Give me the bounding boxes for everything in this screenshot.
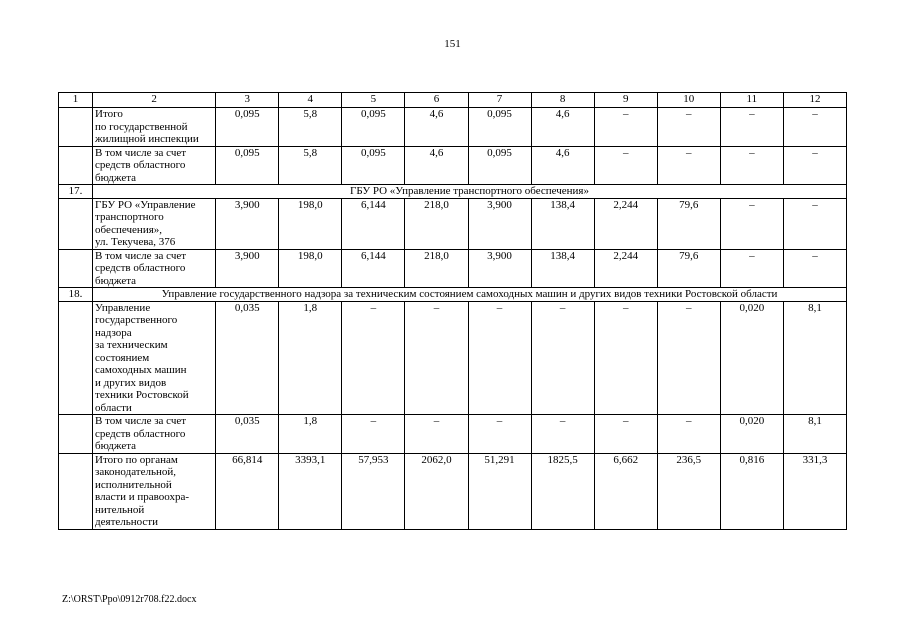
- header-cell: 5: [342, 93, 405, 108]
- header-cell: 10: [657, 93, 720, 108]
- row-number-cell: [59, 198, 93, 249]
- value-cell: 0,095: [342, 146, 405, 185]
- value-cell: 79,6: [657, 198, 720, 249]
- value-cell: 2,244: [594, 198, 657, 249]
- value-cell: –: [405, 301, 468, 415]
- row-name-line: жилищной инспекции: [95, 133, 199, 145]
- value-cell: 3393,1: [279, 453, 342, 529]
- value-cell: 79,6: [657, 249, 720, 288]
- value-cell: 0,020: [720, 301, 783, 415]
- value-cell: 3,900: [468, 249, 531, 288]
- value-cell: 138,4: [531, 249, 594, 288]
- value-cell: –: [342, 415, 405, 454]
- row-number-cell: [59, 108, 93, 147]
- file-path-footer: Z:\ORST\Ppo\0912r708.f22.docx: [62, 594, 197, 605]
- row-name-line: состоянием: [95, 351, 150, 364]
- value-cell: –: [783, 249, 846, 288]
- header-cell: 6: [405, 93, 468, 108]
- value-cell: –: [468, 301, 531, 415]
- row-name-cell: [93, 249, 216, 288]
- table-header: [59, 93, 847, 108]
- value-cell: –: [657, 301, 720, 415]
- value-cell: –: [468, 415, 531, 454]
- row-name-line: по государственной: [95, 120, 188, 133]
- row-number-cell: [59, 249, 93, 288]
- row-name-line: за техническим: [95, 339, 168, 351]
- header-cell: 11: [720, 93, 783, 108]
- header-cell: 2: [93, 93, 216, 108]
- row-name-line: области: [95, 401, 132, 414]
- value-cell: 3,900: [468, 198, 531, 249]
- row-name-line: В том числе за счет: [95, 415, 187, 427]
- value-cell: 236,5: [657, 453, 720, 529]
- value-cell: 8,1: [783, 301, 846, 415]
- value-cell: 1825,5: [531, 453, 594, 529]
- section-number: 18.: [59, 288, 93, 302]
- table-row: [59, 146, 847, 185]
- value-cell: –: [657, 108, 720, 147]
- value-cell: –: [657, 146, 720, 185]
- value-cell: 3,900: [216, 198, 279, 249]
- header-cell: 1: [59, 93, 93, 108]
- row-name-line: транспортного: [95, 211, 164, 223]
- value-cell: 331,3: [783, 453, 846, 529]
- row-name-cell: [93, 146, 216, 185]
- header-cell: 7: [468, 93, 531, 108]
- row-name-line: самоходных машин: [95, 364, 187, 376]
- row-name-line: надзора: [95, 326, 132, 339]
- value-cell: 4,6: [405, 146, 468, 185]
- value-cell: 4,6: [405, 108, 468, 147]
- value-cell: –: [720, 108, 783, 147]
- table-row: [59, 108, 847, 147]
- row-name-line: Итого по органам: [95, 453, 178, 466]
- header-cell: 3: [216, 93, 279, 108]
- row-number-cell: [59, 301, 93, 415]
- row-name-line: Управление: [95, 301, 151, 314]
- row-name-line: исполнительной: [95, 478, 172, 491]
- value-cell: 51,291: [468, 453, 531, 529]
- value-cell: 5,8: [279, 146, 342, 185]
- value-cell: –: [720, 249, 783, 288]
- table-row: [59, 198, 847, 249]
- value-cell: –: [594, 108, 657, 147]
- value-cell: –: [783, 108, 846, 147]
- row-number-cell: [59, 415, 93, 454]
- row-name-cell: [93, 108, 216, 147]
- row-name-line: бюджета: [95, 171, 137, 184]
- value-cell: –: [657, 415, 720, 454]
- value-cell: 0,816: [720, 453, 783, 529]
- value-cell: 3,900: [216, 249, 279, 288]
- row-name-line: средств областного: [95, 427, 186, 440]
- value-cell: 1,8: [279, 415, 342, 454]
- value-cell: –: [531, 301, 594, 415]
- row-name-line: средств областного: [95, 159, 186, 171]
- value-cell: 0,020: [720, 415, 783, 454]
- value-cell: 0,095: [216, 108, 279, 147]
- row-name-cell: [93, 198, 216, 249]
- value-cell: 5,8: [279, 108, 342, 147]
- header-cell: 12: [783, 93, 846, 108]
- table-row: [59, 249, 847, 288]
- row-name-line: государственного: [95, 314, 178, 326]
- value-cell: 0,035: [216, 301, 279, 415]
- row-name-line: власти и правоохра-: [95, 491, 190, 503]
- row-name-cell: [93, 301, 216, 415]
- header-cell: 8: [531, 93, 594, 108]
- value-cell: 218,0: [405, 249, 468, 288]
- value-cell: –: [720, 146, 783, 185]
- value-cell: 0,095: [342, 108, 405, 147]
- value-cell: –: [342, 301, 405, 415]
- value-cell: 138,4: [531, 198, 594, 249]
- row-name-line: В том числе за счет: [95, 146, 187, 159]
- value-cell: 0,095: [468, 146, 531, 185]
- value-cell: 198,0: [279, 249, 342, 288]
- value-cell: –: [594, 415, 657, 454]
- row-number-cell: [59, 146, 93, 185]
- table-row: [59, 301, 847, 415]
- table-row: [59, 415, 847, 454]
- value-cell: –: [720, 198, 783, 249]
- table-body: [59, 108, 847, 530]
- row-name-line: средств областного: [95, 262, 186, 274]
- value-cell: –: [531, 415, 594, 454]
- value-cell: –: [594, 146, 657, 185]
- row-name-line: бюджета: [95, 274, 137, 287]
- value-cell: 6,662: [594, 453, 657, 529]
- data-table: [58, 92, 847, 530]
- section-row: [59, 185, 847, 199]
- row-name-line: законодательной,: [95, 466, 177, 478]
- value-cell: 0,095: [468, 108, 531, 147]
- value-cell: 1,8: [279, 301, 342, 415]
- row-name-cell: [93, 415, 216, 454]
- row-name-line: В том числе за счет: [95, 249, 187, 262]
- row-name-line: ул. Текучева, 376: [95, 236, 176, 248]
- value-cell: 4,6: [531, 146, 594, 185]
- value-cell: –: [405, 415, 468, 454]
- value-cell: 6,144: [342, 249, 405, 288]
- page-number: 151: [444, 38, 461, 50]
- value-cell: 0,095: [216, 146, 279, 185]
- value-cell: 8,1: [783, 415, 846, 454]
- row-name-line: Итого: [95, 108, 123, 120]
- value-cell: 198,0: [279, 198, 342, 249]
- section-title: Управление государственного надзора за техническим состоянием самоходных машин и других видов техники Ростовской области: [93, 288, 847, 302]
- value-cell: 2062,0: [405, 453, 468, 529]
- row-name-cell: [93, 453, 216, 529]
- row-name-line: нительной: [95, 503, 145, 516]
- value-cell: 218,0: [405, 198, 468, 249]
- value-cell: –: [783, 146, 846, 185]
- row-name-line: обеспечения»,: [95, 223, 163, 236]
- value-cell: 4,6: [531, 108, 594, 147]
- row-number-cell: [59, 453, 93, 529]
- value-cell: –: [594, 301, 657, 415]
- row-name-line: ГБУ РО «Управление: [95, 198, 196, 211]
- value-cell: 57,953: [342, 453, 405, 529]
- value-cell: 2,244: [594, 249, 657, 288]
- header-cell: 4: [279, 93, 342, 108]
- section-title: ГБУ РО «Управление транспортного обеспечения»: [93, 185, 847, 199]
- row-name-line: бюджета: [95, 440, 137, 452]
- header-row: [59, 93, 847, 108]
- value-cell: 6,144: [342, 198, 405, 249]
- row-name-line: и других видов: [95, 376, 167, 389]
- table-row: [59, 453, 847, 529]
- value-cell: –: [783, 198, 846, 249]
- section-number: 17.: [59, 185, 93, 199]
- header-cell: 9: [594, 93, 657, 108]
- value-cell: 66,814: [216, 453, 279, 529]
- section-row: [59, 288, 847, 302]
- row-name-line: техники Ростовской: [95, 389, 189, 401]
- value-cell: 0,035: [216, 415, 279, 454]
- row-name-line: деятельности: [95, 516, 159, 528]
